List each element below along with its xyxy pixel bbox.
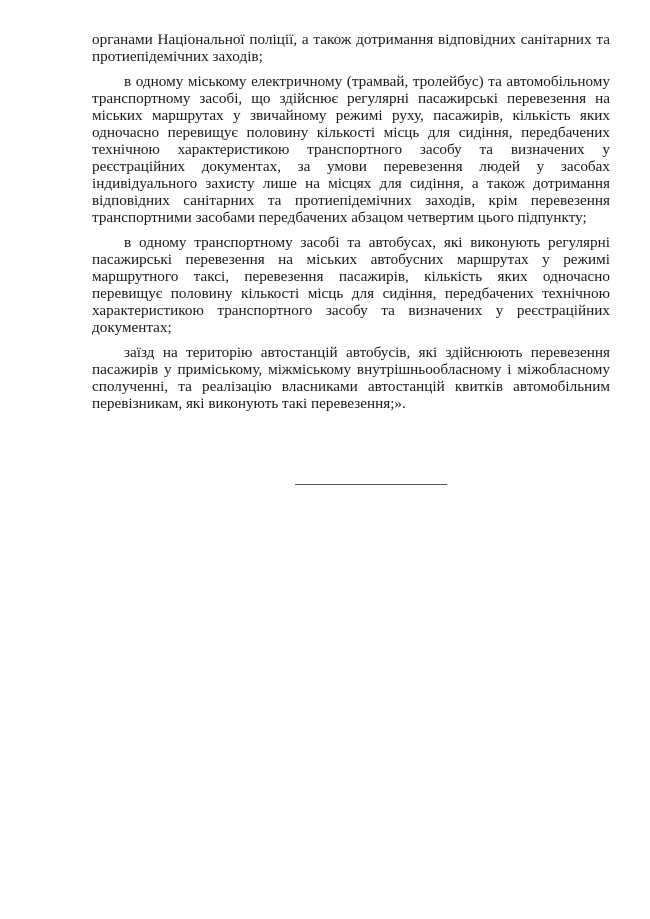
end-separator-line [295, 484, 447, 485]
paragraph-route-taxi: в одному транспортному засобі та автобусах, які виконують регулярні пасажирські перевезення на міських автобусних маршрутах у режимі маршрутного таксі, перевезення пасажирів, кількість яких одночасно перевищує половину кількості місць для сидіння, передбачених технічною характеристикою транспортного засобу та визначених у реєстраційних документах; [92, 234, 610, 336]
paragraph-electric-transport: в одному міському електричному (трамвай, тролейбус) та автомобільному транспортному засобі, що здійснює регулярні пасажирські перевезення на міських маршрутах у звичайному режимі руху, пасажирів, кількість яких одночасно перевищує половину кількості місць для сидіння, передбачених технічною характеристикою транспортного засобу та визначених у реєстраційних документах, за умови перевезення людей у засобах індивідуального захисту лише на місцях для сидіння, а також дотримання відповідних санітарних та протиепідемічних заходів, крім перевезення транспортними засобами передбачених абзацом четвертим цього підпункту; [92, 73, 610, 226]
paragraph-continuation: органами Національної поліції, а також дотримання відповідних санітарних та протиепідемічних заходів; [92, 31, 610, 65]
paragraph-bus-stations: заїзд на територію автостанцій автобусів, які здійснюють перевезення пасажирів у приміському, міжміському внутрішньообласному і міжобласному сполученні, та реалізацію власниками автостанцій квитків автомобільним перевізникам, які виконують такі перевезення;». [92, 344, 610, 412]
document-body [92, 31, 610, 420]
